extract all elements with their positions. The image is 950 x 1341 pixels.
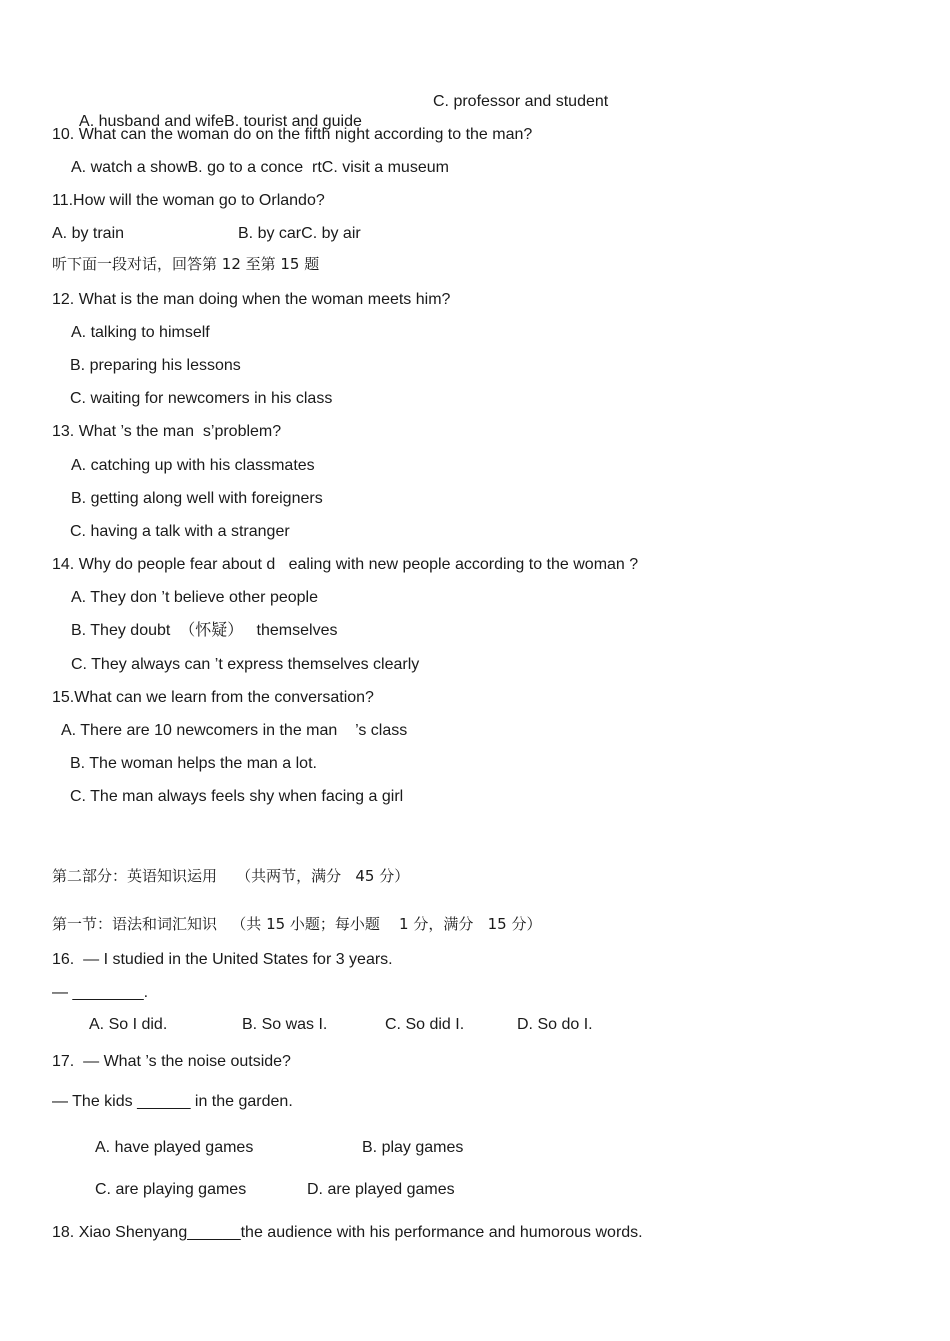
q14-option-b: B. They doubt （怀疑） themselves [71,622,338,639]
part2-section1: 第一节：语法和词汇知识 （共 15 小题；每小题 1 分，满分 15 分） [52,915,542,933]
q16-option-d: D. So do I. [517,1016,593,1033]
q18-stem: 18. Xiao Shenyang______the audience with his performance and humorous words. [52,1224,643,1241]
q15-option-a: A. There are 10 newcomers in the man ’s class [61,722,408,739]
q11-option-a: A. by train [52,225,125,242]
q16-option-a: A. So I did. [89,1016,168,1033]
q15-option-c: C. The man always feels shy when facing a girl [70,788,404,805]
q12-option-b: B. preparing his lessons [70,357,241,374]
q17-option-c: C. are playing games [95,1181,247,1198]
q17-option-a: A. have played games [95,1139,254,1156]
q15-stem: 15.What can we learn from the conversation? [52,689,374,706]
q10-stem: 10. What can the woman do on the fifth night according to the man? [52,126,533,143]
q12-stem: 12. What is the man doing when the woman meets him? [52,291,451,308]
q17-reply: — The kids ______ in the garden. [52,1093,293,1110]
q14-option-c: C. They always can ’t express themselves clearly [71,656,420,673]
q13-option-b: B. getting along well with foreigners [71,490,323,507]
q15-option-b: B. The woman helps the man a lot. [70,755,317,772]
q11-option-bc: B. by carC. by air [238,225,361,242]
q16-option-c: C. So did I. [385,1016,465,1033]
q16-reply: — ________. [52,984,149,1001]
q14-option-a: A. They don ’t believe other people [71,589,318,606]
q12-option-a: A. talking to himself [71,324,210,341]
q16-stem: 16. — I studied in the United States for 3 years. [52,951,393,968]
q13-option-a: A. catching up with his classmates [71,457,315,474]
q16-option-b: B. So was I. [242,1016,328,1033]
q12-option-c: C. waiting for newcomers in his class [70,390,333,407]
part2-title: 第二部分：英语知识运用 （共两节，满分 45 分） [52,867,410,885]
q9-option-b: B. tourist and guide [224,113,362,130]
q9-option-c: C. professor and student [433,93,609,110]
q11-stem: 11.How will the woman go to Orlando? [52,192,325,209]
q9-option-a: A. husband and wife [79,113,225,130]
q17-option-d: D. are played games [307,1181,455,1198]
q17-stem: 17. — What ’s the noise outside? [52,1053,291,1070]
q17-option-b: B. play games [362,1139,464,1156]
q10-options: A. watch a showB. go to a conce rtC. visit a museum [71,159,449,176]
section-instruction: 听下面一段对话，回答第 12 至第 15 题 [52,255,320,273]
q14-stem: 14. Why do people fear about d ealing with new people according to the woman ? [52,556,639,573]
q13-option-c: C. having a talk with a stranger [70,523,290,540]
q13-stem: 13. What ’s the man s’problem? [52,423,282,440]
